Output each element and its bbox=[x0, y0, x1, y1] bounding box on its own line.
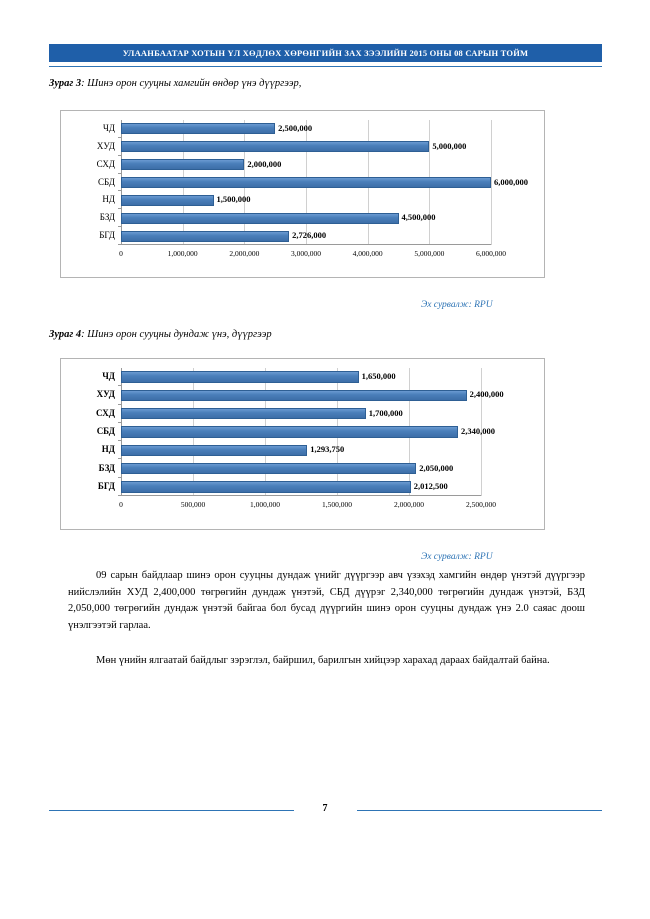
figure4-caption bbox=[49, 329, 272, 340]
body-paragraph-2: Мөн үнийн ялгаатай байдлыг зэрэглэл, байршил, барилгын хийцээр харахад дараах байдалтай байна. bbox=[96, 655, 550, 666]
bar-value-label: 2,012,500 bbox=[413, 480, 448, 491]
x-tick-label: 500,000 bbox=[180, 500, 206, 509]
bar-value-label: 2,400,000 bbox=[469, 389, 504, 400]
x-tick-label: 4,000,000 bbox=[352, 249, 383, 258]
bar bbox=[121, 141, 429, 152]
chart-figure4-plot-area bbox=[61, 359, 544, 529]
y-tick-mark bbox=[118, 477, 121, 478]
y-tick-mark bbox=[118, 458, 121, 459]
figure4-source: Эх сурвалж: RPU bbox=[421, 552, 493, 562]
header-divider bbox=[49, 66, 602, 67]
category-label: ХУД bbox=[96, 389, 115, 400]
category-label: ЧД bbox=[102, 371, 115, 382]
x-tick-label: 2,000,000 bbox=[394, 500, 424, 509]
category-label: ХУД bbox=[96, 140, 115, 151]
bar bbox=[121, 231, 289, 242]
figure4-caption-label: Зураг 4 bbox=[49, 329, 82, 340]
y-tick-mark bbox=[118, 385, 121, 386]
x-tick-label: 1,500,000 bbox=[322, 500, 352, 509]
x-tick-label: 0 bbox=[119, 249, 123, 258]
y-tick-mark bbox=[118, 226, 121, 227]
bar-value-label: 5,000,000 bbox=[432, 140, 467, 151]
category-label: НД bbox=[102, 194, 115, 205]
page-number: 7 bbox=[322, 803, 328, 814]
bar bbox=[121, 371, 359, 382]
y-tick-mark bbox=[118, 495, 121, 496]
plot-region bbox=[121, 120, 491, 245]
category-label: НД bbox=[101, 444, 115, 455]
x-axis-line bbox=[121, 495, 481, 496]
figure3-caption-label: Зураг 3 bbox=[49, 78, 82, 89]
bar bbox=[121, 213, 399, 224]
bar-value-label: 2,050,000 bbox=[419, 462, 454, 473]
category-label: СБД bbox=[96, 426, 115, 436]
bar-value-label: 1,650,000 bbox=[361, 371, 396, 382]
bar bbox=[121, 481, 411, 492]
x-tick-label: 2,000,000 bbox=[229, 249, 260, 258]
category-label: БГД bbox=[99, 230, 115, 241]
y-tick-mark bbox=[118, 155, 121, 156]
y-tick-mark bbox=[118, 208, 121, 209]
figure3-source: Эх сурвалж: RPU bbox=[421, 300, 493, 310]
bar bbox=[121, 463, 416, 474]
x-tick-label: 1,000,000 bbox=[250, 500, 280, 509]
bar bbox=[121, 408, 366, 419]
bar-value-label: 2,500,000 bbox=[278, 122, 313, 133]
category-label: БЗД bbox=[98, 462, 115, 473]
y-tick-mark bbox=[118, 244, 121, 245]
bar-value-label: 1,500,000 bbox=[216, 194, 251, 205]
figure3-caption bbox=[49, 78, 301, 89]
chart-figure3-plot-area bbox=[61, 111, 544, 277]
y-tick-mark bbox=[118, 422, 121, 423]
bar bbox=[121, 426, 458, 437]
bar-value-label: 2,726,000 bbox=[292, 230, 327, 241]
bar-value-label: 6,000,000 bbox=[494, 176, 528, 187]
plot-region bbox=[121, 368, 481, 496]
category-label: ЧД bbox=[103, 122, 115, 133]
bar-value-label: 1,700,000 bbox=[368, 407, 403, 418]
bar-value-label: 1,293,750 bbox=[310, 444, 345, 455]
bar-value-label: 4,500,000 bbox=[401, 212, 436, 223]
bar bbox=[121, 195, 214, 206]
page-header-banner: УЛААНБААТАР ХОТЫН ҮЛ ХӨДЛӨХ ХӨРӨНГИЙН ЗАХ ЗЭЭЛИЙН 2015 ОНЫ 08 САРЫН ТОЙМ bbox=[49, 44, 602, 62]
figure4-caption-text: : Шинэ орон сууцны дундаж үнэ, дүүргээр bbox=[81, 329, 272, 340]
y-tick-mark bbox=[118, 440, 121, 441]
x-axis-line bbox=[121, 244, 491, 245]
gridline bbox=[491, 120, 492, 245]
chart-figure3 bbox=[60, 110, 545, 278]
figure3-caption-text: : Шинэ орон сууцны хамгийн өндөр үнэ дүүргээр, bbox=[81, 78, 302, 89]
y-tick-mark bbox=[118, 173, 121, 174]
bar bbox=[121, 159, 244, 170]
bar bbox=[121, 177, 491, 188]
category-label: СХД bbox=[96, 158, 115, 169]
bar bbox=[121, 123, 275, 134]
y-tick-mark bbox=[118, 190, 121, 191]
bar bbox=[121, 445, 307, 456]
x-tick-label: 2,500,000 bbox=[466, 500, 496, 509]
category-label: БГД bbox=[97, 480, 115, 491]
x-tick-label: 0 bbox=[119, 500, 123, 509]
x-tick-label: 3,000,000 bbox=[291, 249, 321, 258]
category-label: СХД bbox=[96, 407, 115, 418]
y-tick-mark bbox=[118, 404, 121, 405]
bar bbox=[121, 390, 467, 401]
body-paragraph-1: 09 сарын байдлаар шинэ орон сууцны дундаж үнийг дүүргээр авч үзэхэд хамгийн өндөр үнэтэй дүүргээр нийслэлийн ХУД 2,400,000 төгрөгийн дундаж үнэтэй, СБД дүүрэг 2,340,000 төгрөгийн дундаж үнэтэй, БЗД 2,050,000 төгрөгийн дундаж үнэтэй байгаа бол бусад дүүргийн шинэ орон сууцны дундаж үнэ 2.0 саяас доош үнэлгээтэй гарлаа. bbox=[68, 570, 585, 631]
bar-value-label: 2,000,000 bbox=[247, 158, 282, 169]
category-label: БЗД bbox=[99, 212, 115, 223]
x-tick-label: 1,000,000 bbox=[167, 249, 198, 258]
chart-figure4 bbox=[60, 358, 545, 530]
x-tick-label: 5,000,000 bbox=[414, 249, 445, 258]
x-tick-label: 6,000,000 bbox=[476, 249, 506, 258]
bar-value-label: 2,340,000 bbox=[460, 426, 495, 436]
category-label: СБД bbox=[98, 176, 115, 187]
y-tick-mark bbox=[118, 137, 121, 138]
